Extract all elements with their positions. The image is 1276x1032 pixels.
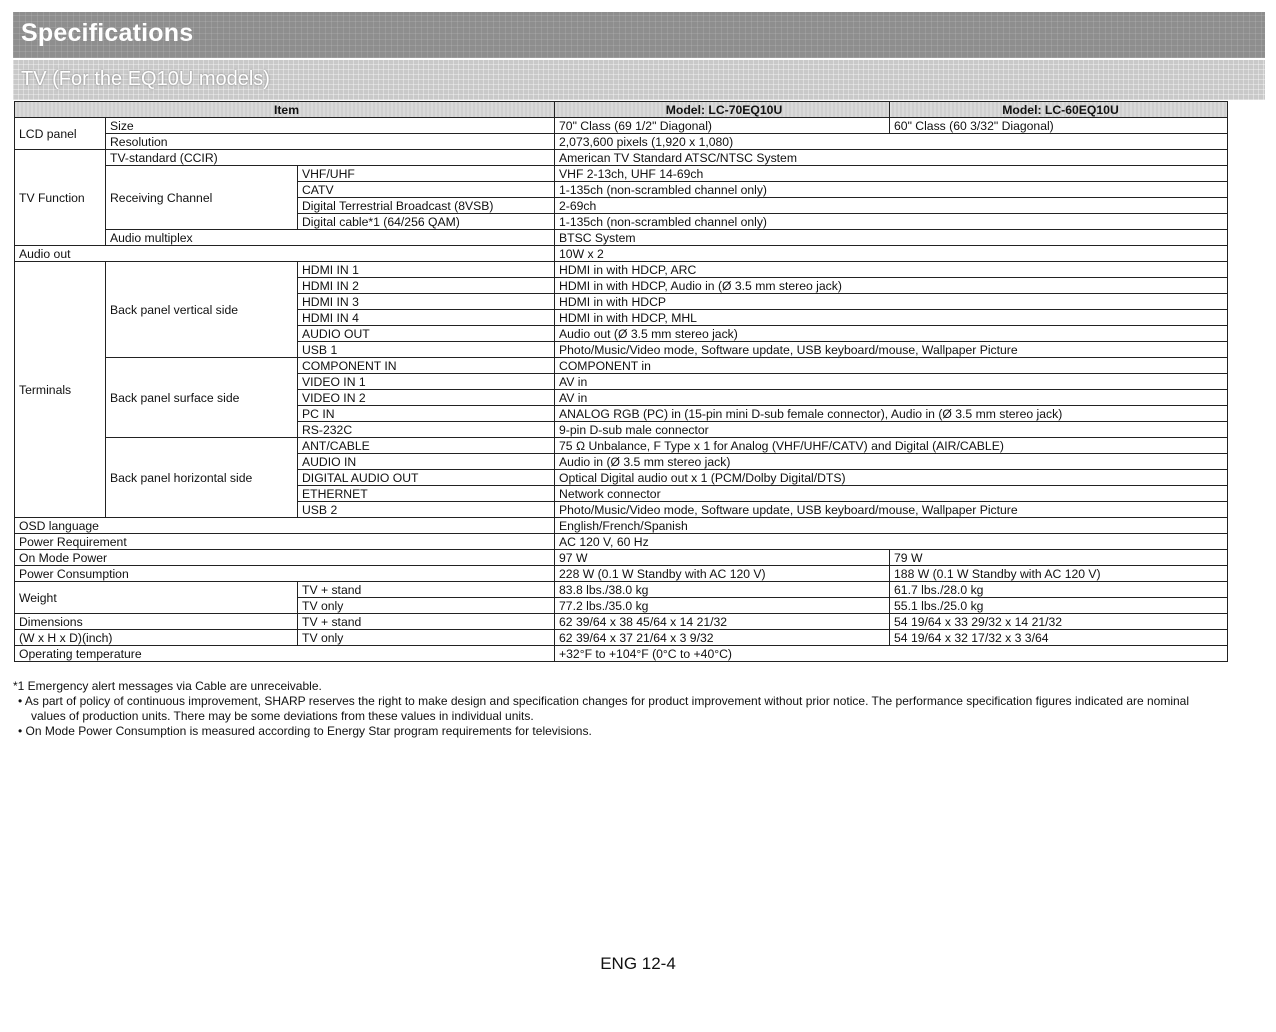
row-label: LCD panel — [15, 118, 106, 150]
cell-value: Audio out (Ø 3.5 mm stereo jack) — [555, 326, 1228, 342]
row-detail: AUDIO IN — [298, 454, 555, 470]
note-bullet: • On Mode Power Consumption is measured according to Energy Star program requirements for televisions. — [18, 724, 592, 738]
cell-value: 10W x 2 — [555, 246, 1228, 262]
row-detail: VIDEO IN 2 — [298, 390, 555, 406]
row-label: Operating temperature — [15, 646, 555, 662]
row-sublabel: Back panel vertical side — [106, 262, 298, 358]
cell-value: 1-135ch (non-scrambled channel only) — [555, 182, 1228, 198]
cell-value: COMPONENT in — [555, 358, 1228, 374]
cell-value: English/French/Spanish — [555, 518, 1228, 534]
table-row — [15, 518, 1228, 534]
row-sublabel: TV-standard (CCIR) — [106, 150, 555, 166]
table-row — [15, 150, 1228, 166]
row-detail: TV only — [298, 630, 555, 646]
table-row — [15, 630, 1228, 646]
table-row — [15, 614, 1228, 630]
row-sublabel: Back panel surface side — [106, 358, 298, 438]
cell-value: Audio in (Ø 3.5 mm stereo jack) — [555, 454, 1228, 470]
row-detail: AUDIO OUT — [298, 326, 555, 342]
page-title: Specifications — [21, 19, 194, 47]
row-detail: PC IN — [298, 406, 555, 422]
page-number: ENG 12-4 — [600, 954, 676, 973]
row-detail: HDMI IN 4 — [298, 310, 555, 326]
cell-value: 62 39/64 x 38 45/64 x 14 21/32 — [555, 614, 890, 630]
row-label: OSD language — [15, 518, 555, 534]
cell-value: 60" Class (60 3/32" Diagonal) — [890, 118, 1228, 134]
specifications-table — [14, 101, 1228, 662]
row-detail: TV + stand — [298, 582, 555, 598]
table-row — [15, 534, 1228, 550]
cell-value: 61.7 lbs./28.0 kg — [890, 582, 1228, 598]
row-detail: ANT/CABLE — [298, 438, 555, 454]
row-sublabel: Audio multiplex — [106, 230, 555, 246]
row-detail: VHF/UHF — [298, 166, 555, 182]
table-row — [15, 550, 1228, 566]
cell-value: Photo/Music/Video mode, Software update, USB keyboard/mouse, Wallpaper Picture — [555, 502, 1228, 518]
row-detail: VIDEO IN 1 — [298, 374, 555, 390]
table-row — [15, 166, 1228, 182]
cell-value: AC 120 V, 60 Hz — [555, 534, 1228, 550]
table-row — [15, 358, 1228, 374]
cell-value: HDMI in with HDCP, Audio in (Ø 3.5 mm stereo jack) — [555, 278, 1228, 294]
row-detail: HDMI IN 1 — [298, 262, 555, 278]
cell-value: 2-69ch — [555, 198, 1228, 214]
table-row — [15, 566, 1228, 582]
table-header-row — [15, 102, 1228, 118]
section-title: TV (For the EQ10U models) — [21, 68, 270, 90]
row-label: Audio out — [15, 246, 555, 262]
cell-value: BTSC System — [555, 230, 1228, 246]
cell-value: Network connector — [555, 486, 1228, 502]
table-row — [15, 646, 1228, 662]
row-label: On Mode Power — [15, 550, 555, 566]
cell-value: AV in — [555, 374, 1228, 390]
row-detail: HDMI IN 2 — [298, 278, 555, 294]
row-label: TV Function — [15, 150, 106, 246]
header-model-60: Model: LC-60EQ10U — [890, 102, 1228, 118]
row-label: Weight — [15, 582, 298, 614]
cell-value: 1-135ch (non-scrambled channel only) — [555, 214, 1228, 230]
cell-value: 228 W (0.1 W Standby with AC 120 V) — [555, 566, 890, 582]
row-detail: RS-232C — [298, 422, 555, 438]
models-subbanner — [13, 60, 1265, 100]
cell-value: 75 Ω Unbalance, F Type x 1 for Analog (VHF/UHF/CATV) and Digital (AIR/CABLE) — [555, 438, 1228, 454]
cell-value: 77.2 lbs./35.0 kg — [555, 598, 890, 614]
cell-value: Optical Digital audio out x 1 (PCM/Dolby Digital/DTS) — [555, 470, 1228, 486]
row-detail: HDMI IN 3 — [298, 294, 555, 310]
cell-value: American TV Standard ATSC/NTSC System — [555, 150, 1228, 166]
row-detail: TV only — [298, 598, 555, 614]
row-detail: TV + stand — [298, 614, 555, 630]
table-row — [15, 230, 1228, 246]
cell-value: ANALOG RGB (PC) in (15-pin mini D-sub female connector), Audio in (Ø 3.5 mm stereo jack) — [555, 406, 1228, 422]
cell-value: +32°F to +104°F (0°C to +40°C) — [555, 646, 1228, 662]
cell-value: 9-pin D-sub male connector — [555, 422, 1228, 438]
cell-value: 79 W — [890, 550, 1228, 566]
cell-value: HDMI in with HDCP, ARC — [555, 262, 1228, 278]
row-detail: Digital Terrestrial Broadcast (8VSB) — [298, 198, 555, 214]
row-detail: COMPONENT IN — [298, 358, 555, 374]
specifications-banner — [13, 12, 1265, 58]
row-label: Dimensions — [15, 614, 298, 630]
row-sublabel: Back panel horizontal side — [106, 438, 298, 518]
cell-value: 83.8 lbs./38.0 kg — [555, 582, 890, 598]
row-label: Power Requirement — [15, 534, 555, 550]
cell-value: 54 19/64 x 32 17/32 x 3 3/64 — [890, 630, 1228, 646]
notes-section — [13, 679, 1223, 739]
cell-value: 55.1 lbs./25.0 kg — [890, 598, 1228, 614]
note-bullet: • As part of policy of continuous improvement, SHARP reserves the right to make design and specification changes for product improvement without prior notice. The performance specification figures indicated are nominal values of production units. There may be some deviations from these values in individual units. — [18, 694, 1190, 723]
cell-value: AV in — [555, 390, 1228, 406]
row-detail: CATV — [298, 182, 555, 198]
row-detail: Digital cable*1 (64/256 QAM) — [298, 214, 555, 230]
row-sublabel: Resolution — [106, 134, 555, 150]
footnote: *1 Emergency alert messages via Cable are unreceivable. — [13, 679, 322, 693]
row-detail: USB 2 — [298, 502, 555, 518]
row-sublabel: Size — [106, 118, 555, 134]
row-sublabel: Receiving Channel — [106, 166, 298, 230]
cell-value: 62 39/64 x 37 21/64 x 3 9/32 — [555, 630, 890, 646]
cell-value: Photo/Music/Video mode, Software update, USB keyboard/mouse, Wallpaper Picture — [555, 342, 1228, 358]
table-row — [15, 118, 1228, 134]
row-detail: USB 1 — [298, 342, 555, 358]
table-row — [15, 246, 1228, 262]
cell-value: 70" Class (69 1/2" Diagonal) — [555, 118, 890, 134]
cell-value: 2,073,600 pixels (1,920 x 1,080) — [555, 134, 1228, 150]
cell-value: VHF 2-13ch, UHF 14-69ch — [555, 166, 1228, 182]
row-detail: DIGITAL AUDIO OUT — [298, 470, 555, 486]
row-detail: ETHERNET — [298, 486, 555, 502]
table-row — [15, 134, 1228, 150]
table-row — [15, 582, 1228, 598]
header-item: Item — [15, 102, 555, 118]
table-row — [15, 438, 1228, 454]
cell-value: 97 W — [555, 550, 890, 566]
cell-value: 54 19/64 x 33 29/32 x 14 21/32 — [890, 614, 1228, 630]
cell-value: HDMI in with HDCP — [555, 294, 1228, 310]
cell-value: HDMI in with HDCP, MHL — [555, 310, 1228, 326]
row-label: Power Consumption — [15, 566, 555, 582]
row-label-unit: (W x H x D)(inch) — [15, 630, 298, 646]
cell-value: 188 W (0.1 W Standby with AC 120 V) — [890, 566, 1228, 582]
header-model-70: Model: LC-70EQ10U — [555, 102, 890, 118]
row-label: Terminals — [15, 262, 106, 518]
table-row — [15, 262, 1228, 278]
